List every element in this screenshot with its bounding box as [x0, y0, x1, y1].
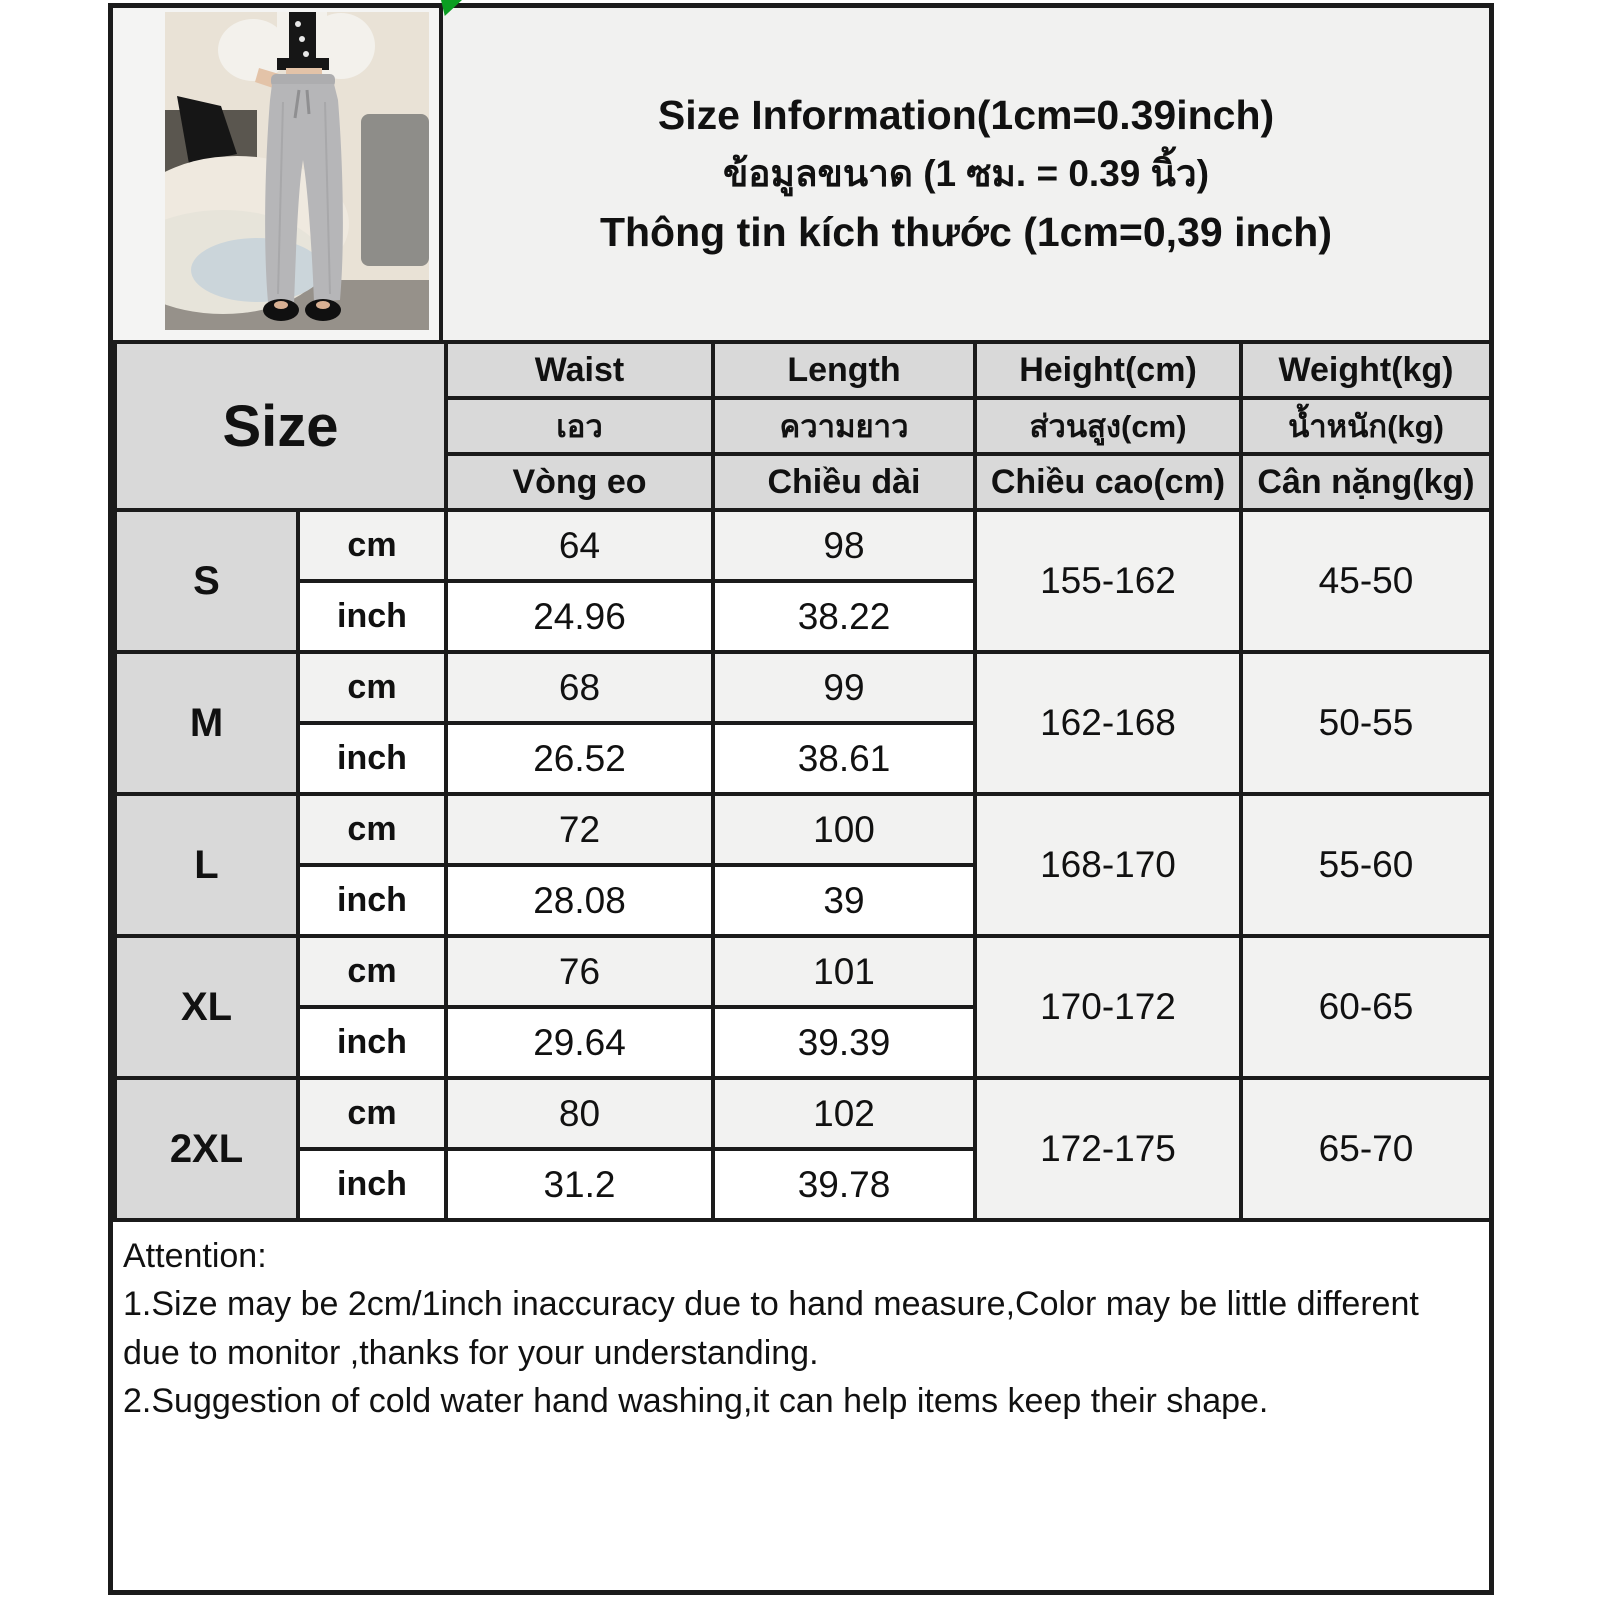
unit-inch-label: inch	[298, 723, 446, 794]
product-photo-zone	[113, 8, 443, 340]
length-header-en: Length	[713, 342, 975, 398]
attention-note-1: 1.Size may be 2cm/1inch inaccuracy due to hand measure,Color may be little different due to monitor ,thanks for your understanding.	[123, 1285, 1419, 1372]
unit-cm-label: cm	[298, 1078, 446, 1149]
attention-heading: Attention:	[123, 1237, 267, 1275]
size-row-label: XL	[115, 936, 298, 1078]
height-header-vi: Chiều cao(cm)	[975, 454, 1241, 510]
title-english: Size Information(1cm=0.39inch)	[657, 91, 1275, 138]
length-inch-value: 39.39	[713, 1007, 975, 1078]
waist-inch-value: 28.08	[446, 865, 713, 936]
weight-range-value: 60-65	[1241, 936, 1491, 1078]
waist-inch-value: 26.52	[446, 723, 713, 794]
unit-inch-label: inch	[298, 865, 446, 936]
height-range-value: 168-170	[975, 794, 1241, 936]
weight-range-value: 45-50	[1241, 510, 1491, 652]
height-range-value: 170-172	[975, 936, 1241, 1078]
size-row-label: S	[115, 510, 298, 652]
size-row-label: M	[115, 652, 298, 794]
length-header-th: ความยาว	[713, 398, 975, 454]
size-row-label: 2XL	[115, 1078, 298, 1220]
weight-range-value: 65-70	[1241, 1078, 1491, 1220]
size-table	[113, 340, 1493, 1222]
length-cm-value: 102	[713, 1078, 975, 1149]
weight-header-vi: Cân nặng(kg)	[1241, 454, 1491, 510]
length-inch-value: 38.61	[713, 723, 975, 794]
length-header-vi: Chiều dài	[713, 454, 975, 510]
height-range-value: 172-175	[975, 1078, 1241, 1220]
length-inch-value: 39.78	[713, 1149, 975, 1220]
unit-cm-label: cm	[298, 936, 446, 1007]
attention-notes	[113, 1222, 1489, 1590]
unit-cm-label: cm	[298, 652, 446, 723]
header-section	[113, 8, 1489, 340]
length-inch-value: 39	[713, 865, 975, 936]
waist-cm-value: 64	[446, 510, 713, 581]
length-cm-value: 101	[713, 936, 975, 1007]
waist-inch-value: 31.2	[446, 1149, 713, 1220]
length-cm-value: 99	[713, 652, 975, 723]
weight-header-en: Weight(kg)	[1241, 342, 1491, 398]
length-cm-value: 100	[713, 794, 975, 865]
size-chart-sheet	[108, 3, 1494, 1595]
waist-cm-value: 76	[446, 936, 713, 1007]
unit-inch-label: inch	[298, 581, 446, 652]
unit-inch-label: inch	[298, 1007, 446, 1078]
waist-cm-value: 68	[446, 652, 713, 723]
waist-inch-value: 29.64	[446, 1007, 713, 1078]
title-vietnamese: Thông tin kích thước (1cm=0,39 inch)	[599, 208, 1333, 255]
height-range-value: 155-162	[975, 510, 1241, 652]
waist-inch-value: 24.96	[446, 581, 713, 652]
waist-header-en: Waist	[446, 342, 713, 398]
waist-header-vi: Vòng eo	[446, 454, 713, 510]
length-inch-value: 38.22	[713, 581, 975, 652]
unit-cm-label: cm	[298, 794, 446, 865]
length-cm-value: 98	[713, 510, 975, 581]
height-header-th: ส่วนสูง(cm)	[975, 398, 1241, 454]
waist-cm-value: 72	[446, 794, 713, 865]
title-thai: ข้อมูลขนาด (1 ซม. = 0.39 นิ้ว)	[722, 153, 1210, 195]
waist-cm-value: 80	[446, 1078, 713, 1149]
unit-cm-label: cm	[298, 510, 446, 581]
waist-header-th: เอว	[446, 398, 713, 454]
height-range-value: 162-168	[975, 652, 1241, 794]
size-row-label: L	[115, 794, 298, 936]
size-information-title	[443, 8, 1489, 340]
unit-inch-label: inch	[298, 1149, 446, 1220]
weight-header-th: น้ำหนัก(kg)	[1241, 398, 1491, 454]
weight-range-value: 50-55	[1241, 652, 1491, 794]
size-corner-header: Size	[115, 342, 446, 510]
attention-note-2: 2.Suggestion of cold water hand washing,it can help items keep their shape.	[123, 1381, 1269, 1420]
height-header-en: Height(cm)	[975, 342, 1241, 398]
product-photo	[165, 12, 429, 330]
weight-range-value: 55-60	[1241, 794, 1491, 936]
